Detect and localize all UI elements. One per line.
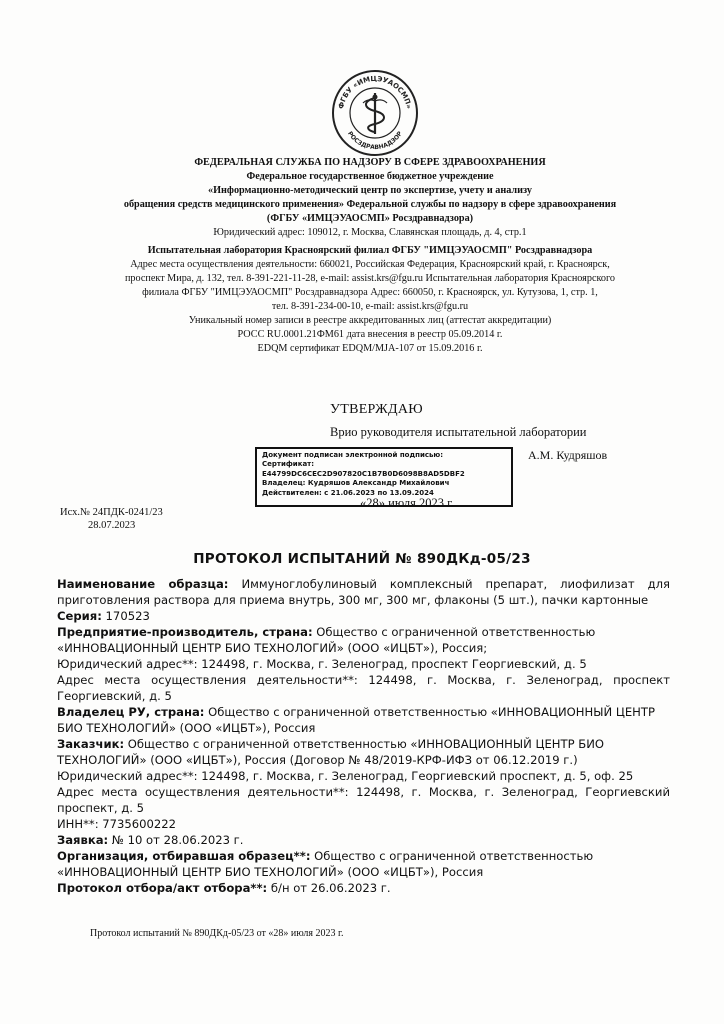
- protocol-title: ПРОТОКОЛ ИСПЫТАНИЙ № 890ДКд-05/23: [193, 551, 531, 567]
- customer-value: Общество с ограниченной ответственностью «ИННОВАЦИОННЫЙ ЦЕНТР БИО: [124, 737, 605, 751]
- header-line5: (ФГБУ «ИМЦЭУАОСМП» Росздравнадзора): [266, 213, 474, 224]
- customer-activity-address-cont: проспект, д. 5: [57, 801, 145, 815]
- sampling-act-value: б/н от 26.06.2023 г.: [267, 881, 391, 895]
- header-line3: «Информационно-методический центр по экспертизе, учету и анализу: [208, 185, 532, 196]
- sample-value-cont: приготовления раствора для приема внутрь, 300 мг, 300 мг, флаконы (5 шт.), пачки картонные: [57, 593, 649, 607]
- protocol-fields: [57, 576, 670, 896]
- signature-line-2: Сертификат:: [262, 460, 315, 469]
- page-footer: Протокол испытаний № 890ДКд-05/23 от «28» июля 2023 г.: [90, 928, 344, 939]
- sampling-org-label: Организация, отбиравшая образец**:: [57, 849, 311, 863]
- agency-name: ФЕДЕРАЛЬНАЯ СЛУЖБА ПО НАДЗОРУ В СФЕРЕ ЗДРАВООХРАНЕНИЯ: [194, 157, 546, 168]
- manufacturer-label: Предприятие-производитель, страна:: [57, 625, 313, 639]
- manufacturer-activity-address-cont: Георгиевский, д. 5: [57, 689, 172, 703]
- manufacturer-value: Общество с ограниченной ответственностью: [312, 625, 596, 639]
- request-value: № 10 от 28.06.2023 г.: [108, 833, 244, 847]
- sample-value: Иммуноглобулиновый комплексный препарат, лиофилизат для: [228, 577, 670, 591]
- svg-text:ФГБУ «ИМЦЭУАОСМП»: ФГБУ «ИМЦЭУАОСМП»: [337, 74, 413, 110]
- sampling-org-value: Общество с ограниченной ответственностью: [310, 849, 594, 863]
- signature-validity: Действителен: с 21.06.2023 по 13.09.2024: [262, 488, 434, 497]
- owner-label: Владелец РУ, страна:: [57, 705, 205, 719]
- customer-legal-address: Юридический адрес**: 124498, г. Москва, г. Зеленоград, Георгиевский проспект, д. 5, оф. 25: [57, 769, 634, 783]
- sampling-org-value-cont: «ИННОВАЦИОННЫЙ ЦЕНТР БИО ТЕХНОЛОГИЙ» (ООО «ИЦБТ»), Россия: [57, 865, 484, 879]
- manufacturer-value-cont: «ИННОВАЦИОННЫЙ ЦЕНТР БИО ТЕХНОЛОГИЙ» (ООО «ИЦБТ»), Россия;: [57, 641, 488, 655]
- customer-activity-address: Адрес места осуществления деятельности**: 124498, г. Москва, г. Зеленоград, Георгиевский: [57, 785, 670, 799]
- approval-title: УТВЕРЖДАЮ: [330, 402, 423, 417]
- manufacturer-legal-address: Юридический адрес**: 124498, г. Москва, г. Зеленоград, проспект Георгиевский, д. 5: [57, 657, 587, 671]
- sample-label: Наименование образца:: [57, 577, 229, 591]
- series-label: Серия:: [57, 609, 102, 623]
- sampling-act-label: Протокол отбора/акт отбора**:: [57, 881, 268, 895]
- accreditation-2: РОСС RU.0001.21ФМ61 дата внесения в реестр 05.09.2014 г.: [237, 329, 503, 340]
- customer-value-cont: ТЕХНОЛОГИЙ» (ООО «ИЦБТ»), Россия (Договор № 48/2019-КРФ-ИФЗ от 06.12.2019 г.): [57, 753, 578, 767]
- svg-text:РОСЗДРАВНАДЗОР: РОСЗДРАВНАДЗОР: [346, 130, 404, 152]
- outgoing-reference: [60, 506, 163, 532]
- header-line4: обращения средств медицинского применения» Федеральной службы по надзору в сфере здравоохранения: [123, 199, 617, 210]
- lab-name: Испытательная лаборатория Красноярский филиал ФГБУ "ИМЦЭУАОСМП" Росздравнадзора: [147, 245, 593, 256]
- accreditation-1: Уникальный номер записи в реестре аккредитованных лиц (аттестат аккредитации): [188, 315, 552, 326]
- lab-address-1: Адрес места осуществления деятельности: 660021, Российская Федерация, Красноярский край, г. Красноярск,: [130, 259, 610, 270]
- signature-owner: Владелец: Кудряшов Александр Михайлович: [262, 479, 450, 488]
- legal-address: Юридический адрес: 109012, г. Москва, Славянская площадь, д. 4, стр.1: [213, 227, 527, 238]
- request-label: Заявка:: [57, 833, 109, 847]
- lab-address-4: тел. 8-391-234-00-10, e-mail: assist.krs@fgu.ru: [271, 301, 469, 312]
- outgoing-date: 28.07.2023: [88, 520, 136, 531]
- owner-value-cont: БИО ТЕХНОЛОГИЙ» (ООО «ИЦБТ»), Россия: [57, 721, 316, 735]
- signer-name: А.М. Кудряшов: [528, 448, 608, 462]
- approval-date: «28» июля 2023 г.: [360, 496, 454, 510]
- series-value: 170523: [101, 609, 150, 623]
- customer-inn: ИНН**: 7735600222: [57, 817, 177, 831]
- accreditation-3: EDQM сертификат EDQM/MJA-107 от 15.09.2016 г.: [257, 343, 483, 354]
- customer-label: Заказчик:: [57, 737, 125, 751]
- header-block: [60, 156, 680, 356]
- lab-address-3: филиала ФГБУ "ИМЦЭУАОСМП" Росздравнадзора Адрес: 660050, г. Красноярск, ул. Кутузова, 1, стр. 1,: [142, 287, 598, 298]
- manufacturer-activity-address: Адрес места осуществления деятельности**: 124498, г. Москва, г. Зеленоград, проспект: [57, 673, 670, 687]
- signature-line-1: Документ подписан электронной подписью:: [262, 451, 444, 459]
- owner-value: Общество с ограниченной ответственностью «ИННОВАЦИОННЫЙ ЦЕНТР: [204, 705, 655, 719]
- signature-certificate: E44799DC6CEC2D907820C1B7B0D6098B8AD5DBF2: [262, 469, 465, 478]
- approval-role: Врио руководителя испытательной лаборатории: [330, 425, 587, 439]
- caduceus-seal-icon: [330, 68, 420, 158]
- outgoing-number: Исх.№ 24ПДК-0241/23: [60, 507, 163, 518]
- header-line2: Федеральное государственное бюджетное учреждение: [246, 171, 494, 182]
- lab-address-2: проспект Мира, д. 132, тел. 8-391-221-11-28, e-mail: assist.krs@fgu.ru Испытательная лаборатория Красноярского: [124, 273, 616, 284]
